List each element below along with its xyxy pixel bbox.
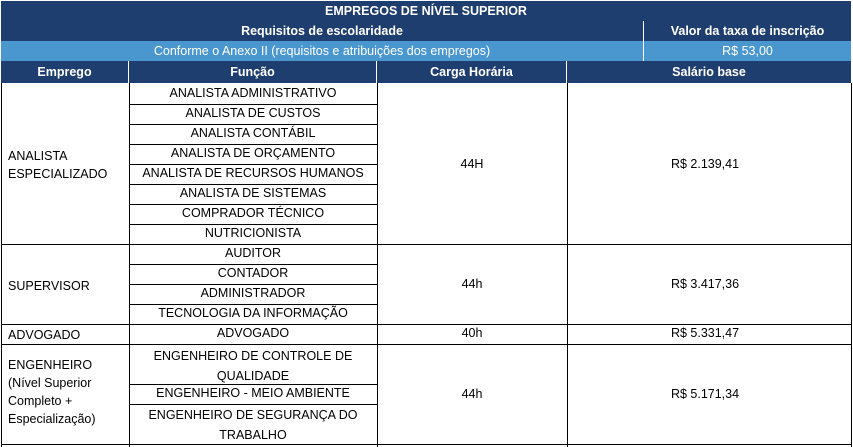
column-header-funcao: Função [129,61,377,83]
function-divider [129,104,377,105]
column-header-row [1,61,851,83]
funcao-cell: COMPRADOR TÉCNICO [181,206,325,220]
funcao-cell: ENGENHEIRO DE CONTROLE DE QUALIDADE [153,349,353,383]
funcao-cell: ANALISTA ADMINISTRATIVO [169,86,337,100]
funcao-cell: ANALISTA DE SISTEMAS [179,186,327,200]
salario-cell [567,387,851,401]
fee-value: R$ 53,00 [722,44,773,58]
funcao-cell: ANALISTA DE RECURSOS HUMANOS [142,166,364,180]
row-divider [1,324,852,325]
salario-value: R$ 3.417,36 [670,277,740,291]
funcao-cell: ADMINISTRADOR [200,286,306,300]
row-divider [1,344,852,345]
requirements-value-row [1,41,851,61]
function-divider [129,164,377,165]
carga-cell: 44H [460,157,484,171]
table-title: EMPREGOS DE NÍVEL SUPERIOR [1,1,851,21]
salario-cell [567,157,851,171]
salario-value: R$ 5.331,47 [670,326,740,340]
table-border-left [1,83,2,447]
emprego-cell: ANALISTA ESPECIALIZADO [8,149,108,181]
salario-value: R$ 5.171,34 [670,387,740,401]
funcao-cell: ANALISTA DE CUSTOS [185,106,321,120]
function-divider [129,204,377,205]
emprego-cell: ENGENHEIRO (Nível Superior Completo + Especialização) [8,358,96,426]
requirements-header: Requisitos de escolaridade [1,21,644,41]
function-divider [129,264,377,265]
table-border-right [851,83,852,447]
emprego-cell: SUPERVISOR [8,279,90,293]
requirements-value: Conforme o Anexo II (requisitos e atribuições dos empregos) [1,41,644,61]
funcao-cell: ADVOGADO [216,326,290,340]
funcao-cell: AUDITOR [224,246,282,260]
function-divider [129,284,377,285]
salario-value: R$ 2.139,41 [670,157,740,171]
carga-cell: 40h [461,326,483,340]
carga-cell: 44h [461,277,483,291]
function-divider [129,304,377,305]
column-header-salario: Salário base [672,65,746,79]
funcao-cell: ENGENHEIRO - MEIO AMBIENTE [156,386,350,400]
function-divider [129,144,377,145]
funcao-cell: ENGENHEIRO DE SEGURANÇA DO TRABALHO [148,408,358,442]
salario-cell [567,277,851,291]
funcao-cell: TECNOLOGIA DA INFORMAÇÃO [158,306,348,320]
funcao-cell: ANALISTA DE ORÇAMENTO [170,146,336,160]
column-header-emprego: Emprego [1,61,129,83]
funcao-cell: NUTRICIONISTA [204,226,302,240]
emprego-cell: ADVOGADO [8,328,81,342]
function-divider [129,124,377,125]
column-header-carga: Carga Horária [377,61,567,83]
funcao-cell: CONTADOR [217,266,289,280]
requirements-header-row [1,21,851,41]
carga-cell: 44h [461,387,483,401]
row-divider [1,244,852,245]
funcao-cell: ANALISTA CONTÁBIL [190,126,316,140]
function-divider [129,184,377,185]
function-divider [129,224,377,225]
salario-cell [567,326,851,340]
fee-header: Valor da taxa de inscrição [670,24,825,38]
